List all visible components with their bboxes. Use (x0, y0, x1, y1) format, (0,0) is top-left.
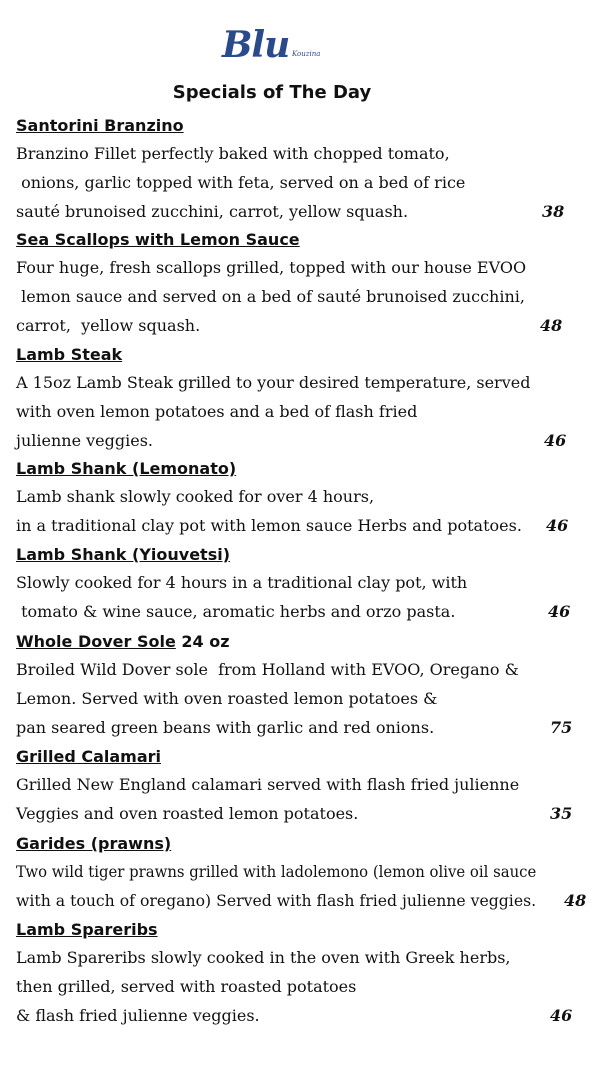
description-line (16, 887, 596, 916)
description-text: Four huge, fresh scallops grilled, topped with our house EVOO (16, 258, 527, 277)
item-name-row (16, 341, 596, 369)
page-title: Specials of The Day (172, 82, 372, 103)
menu-item (16, 628, 596, 742)
description-line (16, 198, 596, 227)
description-text: Branzino Fillet perfectly baked with chopped tomato, (16, 144, 450, 163)
logo-subtitle: Kouzina (292, 50, 321, 58)
item-name: Lamb Shank (Lemonato) (16, 459, 237, 478)
item-description (16, 569, 596, 627)
item-description (16, 483, 596, 541)
description-text: Lemon. Served with oven roasted lemon potatoes & (16, 688, 438, 708)
description-text: pan seared green beans with garlic and red onions. (16, 717, 435, 737)
menu-item (16, 916, 596, 1030)
description-line (16, 427, 596, 456)
description-text: in a traditional clay pot with lemon sauce Herbs and potatoes. (16, 515, 522, 535)
description-text: Veggies and oven roasted lemon potatoes. (16, 803, 359, 823)
description-text: onions, garlic topped with feta, served on a bed of rice (16, 172, 466, 192)
item-description (16, 944, 596, 1030)
item-description (16, 771, 596, 829)
description-text: julienne veggies. (16, 430, 154, 450)
description-line (16, 312, 596, 341)
description-line (16, 569, 596, 598)
description-text: Slowly cooked for 4 hours in a traditional clay pot, with (16, 573, 468, 592)
description-text: with oven lemon potatoes and a bed of flash fried (16, 401, 418, 421)
description-line (16, 598, 596, 627)
menu-item (16, 455, 596, 541)
description-line (16, 398, 596, 427)
description-line (16, 973, 596, 1002)
item-name-suffix: 24 oz (175, 632, 230, 651)
description-line (16, 483, 596, 512)
description-line (16, 369, 596, 398)
item-name-row (16, 541, 596, 569)
logo-wordmark: Blu (222, 24, 290, 66)
description-text: A 15oz Lamb Steak grilled to your desired temperature, served (16, 373, 531, 392)
description-line (16, 512, 596, 541)
description-line (16, 800, 596, 829)
item-name: Sea Scallops with Lemon Sauce (16, 230, 300, 249)
item-name: Garides (prawns) (16, 834, 172, 853)
description-line (16, 254, 596, 283)
menu-item (16, 341, 596, 455)
item-name: Lamb Steak (16, 345, 123, 364)
item-description (16, 254, 596, 340)
description-text: tomato & wine sauce, aromatic herbs and orzo pasta. (16, 601, 456, 621)
item-price: 35 (550, 803, 573, 823)
item-price: 46 (548, 601, 571, 621)
item-name: Lamb Spareribs (16, 920, 158, 939)
item-name-row (16, 628, 596, 656)
item-description (16, 140, 596, 226)
item-name-row (16, 916, 596, 944)
menu-item (16, 226, 596, 340)
menu-item (16, 112, 596, 226)
item-name-row (16, 112, 596, 140)
menu-item (16, 743, 596, 829)
item-price: 38 (542, 201, 565, 221)
description-line (16, 656, 596, 685)
description-line (16, 140, 596, 169)
description-line (16, 714, 596, 743)
description-text: then grilled, served with roasted potatoes (16, 976, 357, 996)
description-line (16, 944, 596, 973)
description-text: Grilled New England calamari served with flash fried julienne (16, 775, 520, 794)
description-text: Lamb Spareribs slowly cooked in the oven with Greek herbs, (16, 948, 511, 967)
item-price: 48 (540, 315, 563, 335)
description-text: & flash fried julienne veggies. (16, 1005, 260, 1025)
description-line (16, 771, 596, 800)
item-name: Lamb Shank (Yiouvetsi) (16, 545, 231, 564)
description-line (16, 169, 596, 198)
description-line (16, 283, 596, 312)
item-price: 46 (546, 515, 569, 535)
description-line (16, 858, 596, 887)
item-description (16, 858, 596, 916)
restaurant-logo (222, 24, 332, 70)
description-text: lemon sauce and served on a bed of sauté brunoised zucchini, (16, 286, 525, 306)
item-name-row (16, 830, 596, 858)
item-name-row (16, 226, 596, 254)
description-line (16, 685, 596, 714)
description-text: carrot, yellow squash. (16, 315, 201, 335)
description-text: sauté brunoised zucchini, carrot, yellow squash. (16, 201, 409, 221)
item-price: 46 (544, 430, 567, 450)
description-text: with a touch of oregano) Served with flash fried julienne veggies. (16, 890, 537, 910)
item-price: 75 (550, 717, 573, 737)
item-description (16, 656, 596, 742)
item-price: 46 (550, 1005, 573, 1025)
description-text: Lamb shank slowly cooked for over 4 hours, (16, 487, 375, 506)
item-name: Santorini Branzino (16, 116, 184, 135)
item-price: 48 (564, 890, 587, 910)
item-name-row (16, 455, 596, 483)
item-name: Whole Dover Sole (16, 632, 176, 651)
item-description (16, 369, 596, 455)
description-text: Two wild tiger prawns grilled with ladolemono (lemon olive oil sauce (16, 862, 537, 881)
description-text: Broiled Wild Dover sole from Holland with EVOO, Oregano & (16, 660, 519, 679)
item-name: Grilled Calamari (16, 747, 162, 766)
item-name-row (16, 743, 596, 771)
menu-item (16, 541, 596, 627)
description-line (16, 1002, 596, 1031)
menu-item (16, 830, 596, 916)
